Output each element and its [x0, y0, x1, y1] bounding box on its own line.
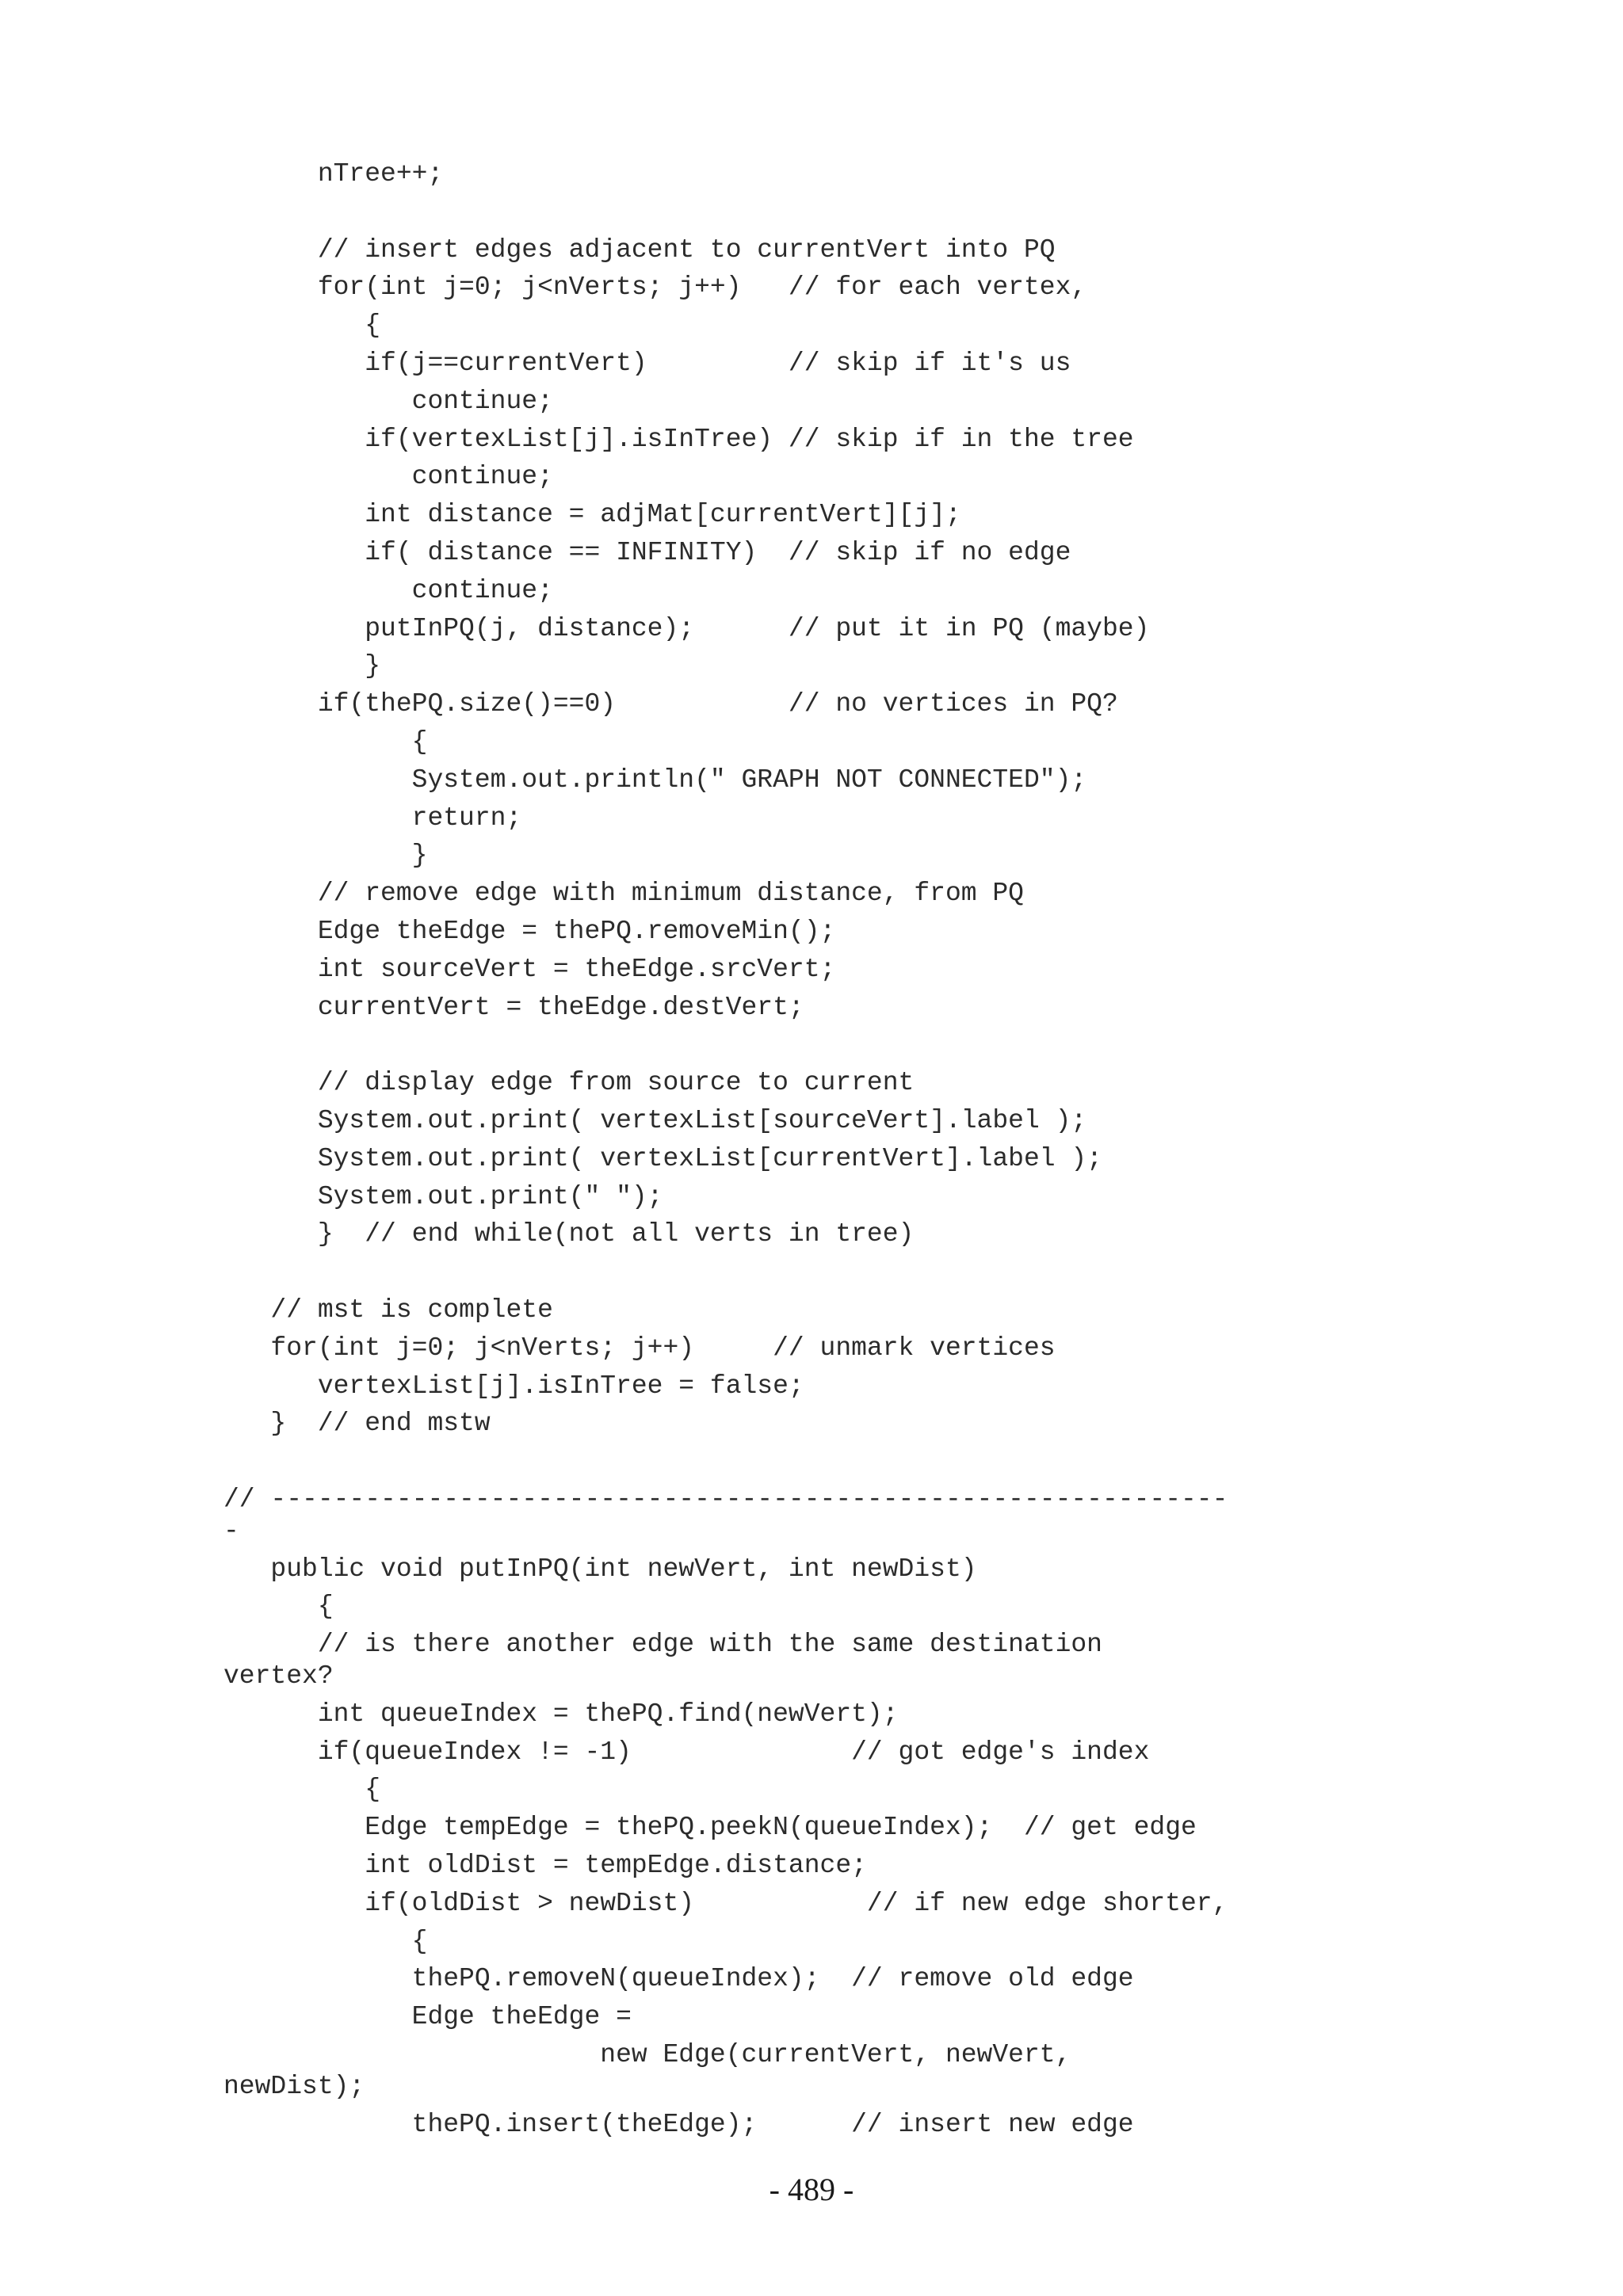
code-line: if(oldDist > newDist) // if new edge shorter,: [223, 1888, 1228, 1918]
code-line: Edge tempEdge = thePQ.peekN(queueIndex); // get edge: [223, 1813, 1197, 1843]
code-line: {: [223, 1926, 428, 1956]
code-line: vertex?: [223, 1661, 334, 1691]
code-line: vertexList[j].isInTree = false;: [223, 1371, 804, 1401]
page-number: - 489 -: [769, 2172, 854, 2207]
code-line: System.out.print( vertexList[sourceVert].label );: [223, 1106, 1087, 1135]
code-line: thePQ.insert(theEdge); // insert new edge: [223, 2109, 1134, 2139]
code-line: }: [223, 651, 381, 681]
code-line: }: [223, 841, 428, 871]
code-line: for(int j=0; j<nVerts; j++) // for each vertex,: [223, 273, 1087, 303]
code-line: // display edge from source to current: [223, 1068, 915, 1098]
code-line: {: [223, 727, 428, 757]
code-line: public void putInPQ(int newVert, int newDist): [223, 1554, 977, 1584]
code-line: {: [223, 311, 381, 341]
code-line: // -------------------------------------------------------------: [223, 1485, 1228, 1514]
code-line: } // end while(not all verts in tree): [223, 1219, 915, 1249]
code-line: System.out.print( vertexList[currentVert].label );: [223, 1143, 1102, 1173]
code-line: int queueIndex = thePQ.find(newVert);: [223, 1699, 899, 1729]
code-line: Edge theEdge = thePQ.removeMin();: [223, 917, 836, 946]
code-line: if(queueIndex != -1) // got edge's index: [223, 1737, 1150, 1767]
code-line: if(j==currentVert) // skip if it's us: [223, 349, 1071, 378]
code-line: new Edge(currentVert, newVert,: [223, 2040, 1071, 2069]
code-line: Edge theEdge =: [223, 2002, 632, 2032]
code-line: int distance = adjMat[currentVert][j];: [223, 500, 961, 530]
code-line: continue;: [223, 386, 553, 416]
code-line: } // end mstw: [223, 1409, 491, 1439]
code-line: continue;: [223, 575, 553, 605]
code-line: if(vertexList[j].isInTree) // skip if in the tree: [223, 424, 1134, 454]
code-line: if(thePQ.size()==0) // no vertices in PQ?: [223, 689, 1118, 719]
code-line: newDist);: [223, 2071, 365, 2101]
code-line: {: [223, 1775, 381, 1805]
code-line: // remove edge with minimum distance, from PQ: [223, 879, 1024, 909]
code-line: for(int j=0; j<nVerts; j++) // unmark vertices: [223, 1333, 1056, 1363]
code-line: nTree++;: [223, 159, 444, 189]
code-line: {: [223, 1592, 334, 1622]
code-line: thePQ.removeN(queueIndex); // remove old edge: [223, 1964, 1134, 1994]
code-line: System.out.print(" ");: [223, 1181, 663, 1211]
code-line: int oldDist = tempEdge.distance;: [223, 1851, 867, 1880]
code-line: System.out.println(" GRAPH NOT CONNECTED");: [223, 765, 1087, 795]
code-line: // insert edges adjacent to currentVert into PQ: [223, 235, 1056, 265]
code-line: continue;: [223, 462, 553, 492]
code-line: // is there another edge with the same destination: [223, 1630, 1102, 1660]
code-line: -: [223, 1516, 239, 1546]
code-line: return;: [223, 803, 522, 833]
code-line: currentVert = theEdge.destVert;: [223, 992, 804, 1022]
code-line: putInPQ(j, distance); // put it in PQ (maybe): [223, 613, 1150, 643]
code-line: int sourceVert = theEdge.srcVert;: [223, 954, 836, 984]
code-line: if( distance == INFINITY) // skip if no edge: [223, 538, 1071, 567]
code-line: // mst is complete: [223, 1295, 553, 1325]
